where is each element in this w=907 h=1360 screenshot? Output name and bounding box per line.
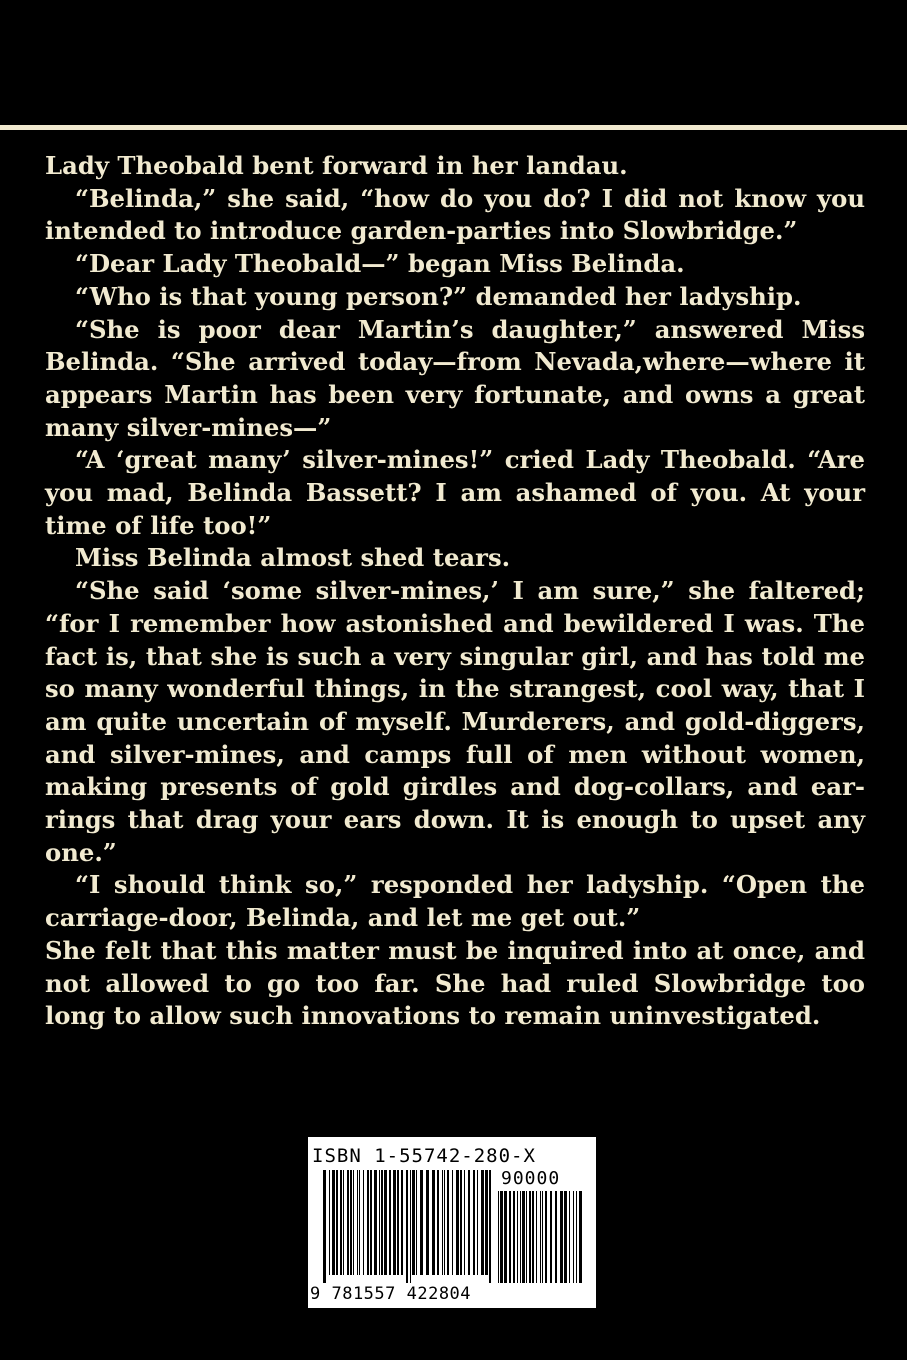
paragraph: “A ‘great many’ silver-mines!” cried Lady Theobald. “Are you mad, Belinda Bassett? I am ashamed of you. At your time of life too!” — [45, 445, 865, 540]
paragraph: “She said ‘some silver-mines,’ I am sure,” she faltered; “for I remember how astonished and bewildered I was. The fact is, that she is such a very singular girl, and has told me so many wonderful things, in the strangest, cool way, that I am quite uncertain of myself. Murderers, and gold-diggers, and silver-mines, and camps full of men without women, making presents of gold girdles and dog-collars, and ear-rings that drag your ears down. It is enough to upset any one.” — [45, 576, 865, 867]
barcode-addon-bars — [498, 1191, 583, 1283]
paragraph: “She is poor dear Martin’s daughter,” answered Miss Belinda. “She arrived today—from Nevada,where—where it appears Martin has been very fortunate, and owns a great many silver-mines—” — [45, 314, 865, 442]
paragraph: “Belinda,” she said, “how do you do? I did not know you intended to introduce garden-parties into Slowbridge.” — [45, 183, 865, 246]
barcode-bars — [323, 1170, 493, 1283]
price-code: 90000 — [501, 1168, 561, 1189]
isbn-label: ISBN 1-55742-280-X — [312, 1145, 536, 1167]
paragraph: “I should think so,” responded her ladyship. “Open the carriage-door, Belinda, and let me get out.” — [45, 870, 865, 933]
paragraph: Miss Belinda almost shed tears. — [75, 543, 511, 573]
paragraph: “Dear Lady Theobald—” began Miss Belinda. — [75, 249, 685, 279]
top-rule — [0, 125, 907, 130]
ean-number: 9 781557 422804 — [310, 1284, 472, 1304]
excerpt-text — [45, 150, 865, 1033]
paragraph: “Who is that young person?” demanded her ladyship. — [75, 281, 802, 311]
paragraph: She felt that this matter must be inquired into at once, and not allowed to go too far. She had ruled Slowbridge too long to allow such innovations to remain uninvestigated. — [45, 935, 865, 1031]
paragraph: Lady Theobald bent forward in her landau. — [45, 151, 628, 180]
barcode-box — [308, 1137, 596, 1308]
